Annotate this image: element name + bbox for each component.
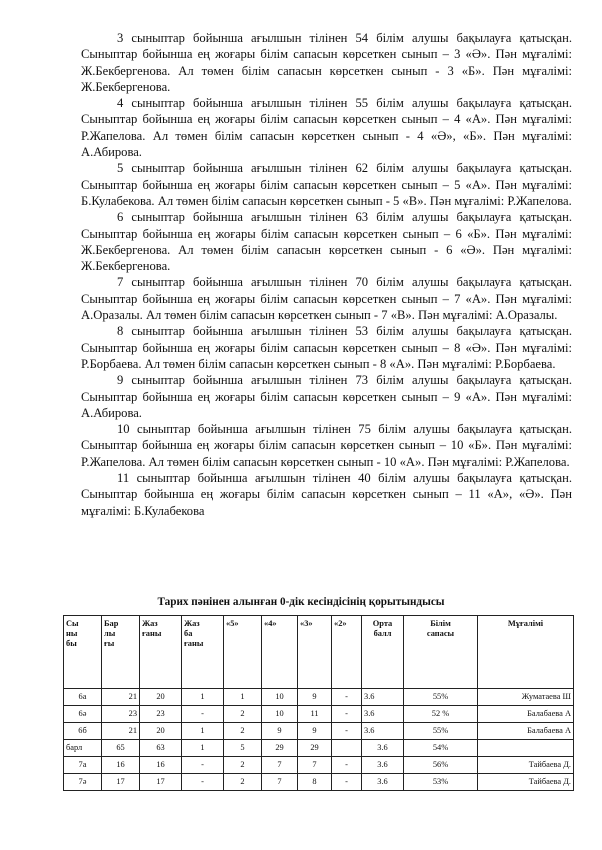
cell-wrote: 17 <box>140 774 182 791</box>
header-wrote-text: Жаз ғаны <box>142 619 162 638</box>
header-average <box>362 616 404 689</box>
cell-wrote: 63 <box>140 740 182 757</box>
cell-grade-2: - <box>332 689 362 706</box>
cell-total: 23 <box>102 706 140 723</box>
header-total-text: Бар лы ғы <box>104 619 119 648</box>
cell-average: 3.6 <box>362 774 404 791</box>
cell-grade-2: - <box>332 757 362 774</box>
cell-grade-2: - <box>332 723 362 740</box>
cell-grade-4: 10 <box>262 706 298 723</box>
cell-class: 7а <box>64 757 102 774</box>
paragraph-grade-10: 10 сыныптар бойынша ағылшын тілінен 75 білім алушы бақылауға қатысқан. Сыныптар бойынша ең жоғары білім сапасын көрсеткен сынып – 10 «Б». Пән мұғалімі: Р.Жапелова. Ал төмен білім сапасын көрсеткен сынып - 10 «А». Пән мұғалімі: Р.Жапелова. <box>81 422 572 469</box>
cell-grade-5: 2 <box>224 774 262 791</box>
cell-teacher: Балабаева А <box>478 723 574 740</box>
table-header-row <box>64 616 574 689</box>
table-row <box>64 757 574 774</box>
cell-grade-4: 10 <box>262 689 298 706</box>
cell-wrote: 23 <box>140 706 182 723</box>
table-row <box>64 723 574 740</box>
header-class-text: Сы ны бы <box>66 619 79 648</box>
results-table <box>63 615 574 791</box>
cell-absent: 1 <box>182 723 224 740</box>
cell-average: 3.6 <box>362 740 404 757</box>
cell-quality: 54% <box>404 740 478 757</box>
cell-total: 21 <box>102 723 140 740</box>
cell-grade-3: 11 <box>298 706 332 723</box>
cell-absent: 1 <box>182 689 224 706</box>
cell-average: 3.6 <box>362 689 404 706</box>
table-row <box>64 774 574 791</box>
table-row <box>64 706 574 723</box>
cell-total: 65 <box>102 740 140 757</box>
cell-teacher: Жуматаева Ш <box>478 689 574 706</box>
cell-total: 16 <box>102 757 140 774</box>
cell-average: 3.6 <box>362 723 404 740</box>
cell-grade-4: 7 <box>262 774 298 791</box>
cell-grade-3: 8 <box>298 774 332 791</box>
cell-quality: 55% <box>404 723 478 740</box>
cell-grade-3: 9 <box>298 723 332 740</box>
cell-wrote: 20 <box>140 689 182 706</box>
cell-quality: 53% <box>404 774 478 791</box>
cell-grade-3: 7 <box>298 757 332 774</box>
cell-absent: - <box>182 706 224 723</box>
cell-grade-2: - <box>332 774 362 791</box>
paragraph-grade-11: 11 сыныптар бойынша ағылшын тілінен 40 білім алушы бақылауға қатысқан. Сыныптар бойынша ең жоғары білім сапасын көрсеткен сынып – 11 «А», «Ә». Пән мұғалімі: Б.Кулабекова <box>81 471 572 518</box>
cell-grade-5: 5 <box>224 740 262 757</box>
header-grade-3 <box>298 616 332 689</box>
cell-grade-4: 9 <box>262 723 298 740</box>
table-title: Тарих пәнінен алынған 0-дік кесіндісінің қорытындысы <box>157 596 445 608</box>
cell-quality: 55% <box>404 689 478 706</box>
cell-average: 3.6 <box>362 706 404 723</box>
cell-teacher: Балабаева А <box>478 706 574 723</box>
header-grade-5-text: «5» <box>226 619 239 628</box>
cell-quality: 56% <box>404 757 478 774</box>
cell-class: 7ә <box>64 774 102 791</box>
cell-teacher: Тайбаева Д. <box>478 757 574 774</box>
cell-class: 6ә <box>64 706 102 723</box>
report-body <box>81 30 572 519</box>
cell-wrote: 20 <box>140 723 182 740</box>
paragraph-grade-6: 6 сыныптар бойынша ағылшын тілінен 63 білім алушы бақылауға қатысқан. Сыныптар бойынша ең жоғары білім сапасын көрсеткен сынып – 6 «Б». Пән мұғалімі: Ж.Бекбергенова. Ал төмен білім сапасын көрсеткен сынып - 6 «Ә». Пән мұғалімі: Ж.Бекбергенова. <box>81 210 572 274</box>
header-grade-2 <box>332 616 362 689</box>
header-absent <box>182 616 224 689</box>
cell-teacher <box>478 740 574 757</box>
cell-class: барл <box>64 740 102 757</box>
cell-grade-3: 29 <box>298 740 332 757</box>
header-quality <box>404 616 478 689</box>
header-wrote <box>140 616 182 689</box>
cell-grade-4: 29 <box>262 740 298 757</box>
paragraph-grade-7: 7 сыныптар бойынша ағылшын тілінен 70 білім алушы бақылауға қатысқан. Сыныптар бойынша ең жоғары білім сапасын көрсеткен сынып – 7 «А». Пән мұғалімі: А.Оразалы. Ал төмен білім сапасын көрсеткен сынып - 7 «В». Пән мұғалімі: А.Оразалы. <box>81 275 572 323</box>
cell-quality: 52 % <box>404 706 478 723</box>
header-teacher <box>478 616 574 689</box>
cell-total: 17 <box>102 774 140 791</box>
header-grade-5 <box>224 616 262 689</box>
cell-grade-2 <box>332 740 362 757</box>
paragraph-grade-3: 3 сыныптар бойынша ағылшын тілінен 54 білім алушы бақылауға қатысқан. Сыныптар бойынша ең жоғары білім сапасын көрсеткен сынып – 3 «Ә». Пән мұғалімі: Ж.Бекбергенова. Ал төмен білім сапасын көрсеткен сынып - 3 «Б». Пән мұғалімі: Ж.Бекбергенова. <box>81 31 572 94</box>
paragraph-grade-8: 8 сыныптар бойынша ағылшын тілінен 53 білім алушы бақылауға қатысқан. Сыныптар бойынша ең жоғары білім сапасын көрсеткен сынып – 8 «Ә». Пән мұғалімі: Р.Борбаева. Ал төмен білім сапасын көрсеткен сынып - 8 «А». Пән мұғалімі: Р.Борбаева. <box>81 324 572 371</box>
cell-class: 6а <box>64 689 102 706</box>
cell-average: 3.6 <box>362 757 404 774</box>
cell-grade-4: 7 <box>262 757 298 774</box>
paragraph-grade-9: 9 сыныптар бойынша ағылшын тілінен 73 білім алушы бақылауға қатысқан. Сыныптар бойынша ең жоғары білім сапасын көрсеткен сынып – 9 «А». Пән мұғалімі: А.Абирова. <box>81 373 572 420</box>
cell-absent: - <box>182 757 224 774</box>
cell-absent: - <box>182 774 224 791</box>
header-total <box>102 616 140 689</box>
header-grade-2-text: «2» <box>334 619 347 628</box>
cell-grade-5: 1 <box>224 689 262 706</box>
paragraph-grade-5: 5 сыныптар бойынша ағылшын тілінен 62 білім алушы бақылауға қатысқан. Сыныптар бойынша ең жоғары білім сапасын көрсеткен сынып – 5 «А». Пән мұғалімі: Б.Кулабекова. Ал төмен білім сапасын көрсеткен сынып - 5 «В». Пән мұғалімі: Р.Жапелова. <box>81 161 572 208</box>
header-class <box>64 616 102 689</box>
cell-grade-5: 2 <box>224 723 262 740</box>
cell-grade-5: 2 <box>224 706 262 723</box>
paragraph-grade-4: 4 сыныптар бойынша ағылшын тілінен 55 білім алушы бақылауға қатысқан. Сыныптар бойынша ең жоғары білім сапасын көрсеткен сынып – 4 «А». Пән мұғалімі: Р.Жапелова. Ал төмен білім сапасын көрсеткен сынып - 4 «Ә», «Б». Пән мұғалімі: А.Абирова. <box>81 96 572 160</box>
header-grade-4 <box>262 616 298 689</box>
cell-grade-3: 9 <box>298 689 332 706</box>
cell-class: 6б <box>64 723 102 740</box>
header-teacher-text: Мұғалімі <box>507 619 544 628</box>
header-average-text: Орта балл <box>372 619 393 638</box>
header-grade-3-text: «3» <box>300 619 313 628</box>
table-row <box>64 689 574 706</box>
header-quality-text: Білім сапасы <box>426 619 455 638</box>
cell-absent: 1 <box>182 740 224 757</box>
cell-teacher: Тайбаева Д. <box>478 774 574 791</box>
cell-grade-5: 2 <box>224 757 262 774</box>
header-grade-4-text: «4» <box>264 619 277 628</box>
header-absent-text: Жаз ба ғаны <box>184 619 204 648</box>
cell-grade-2: - <box>332 706 362 723</box>
table-row-total <box>64 740 574 757</box>
cell-total: 21 <box>102 689 140 706</box>
cell-wrote: 16 <box>140 757 182 774</box>
